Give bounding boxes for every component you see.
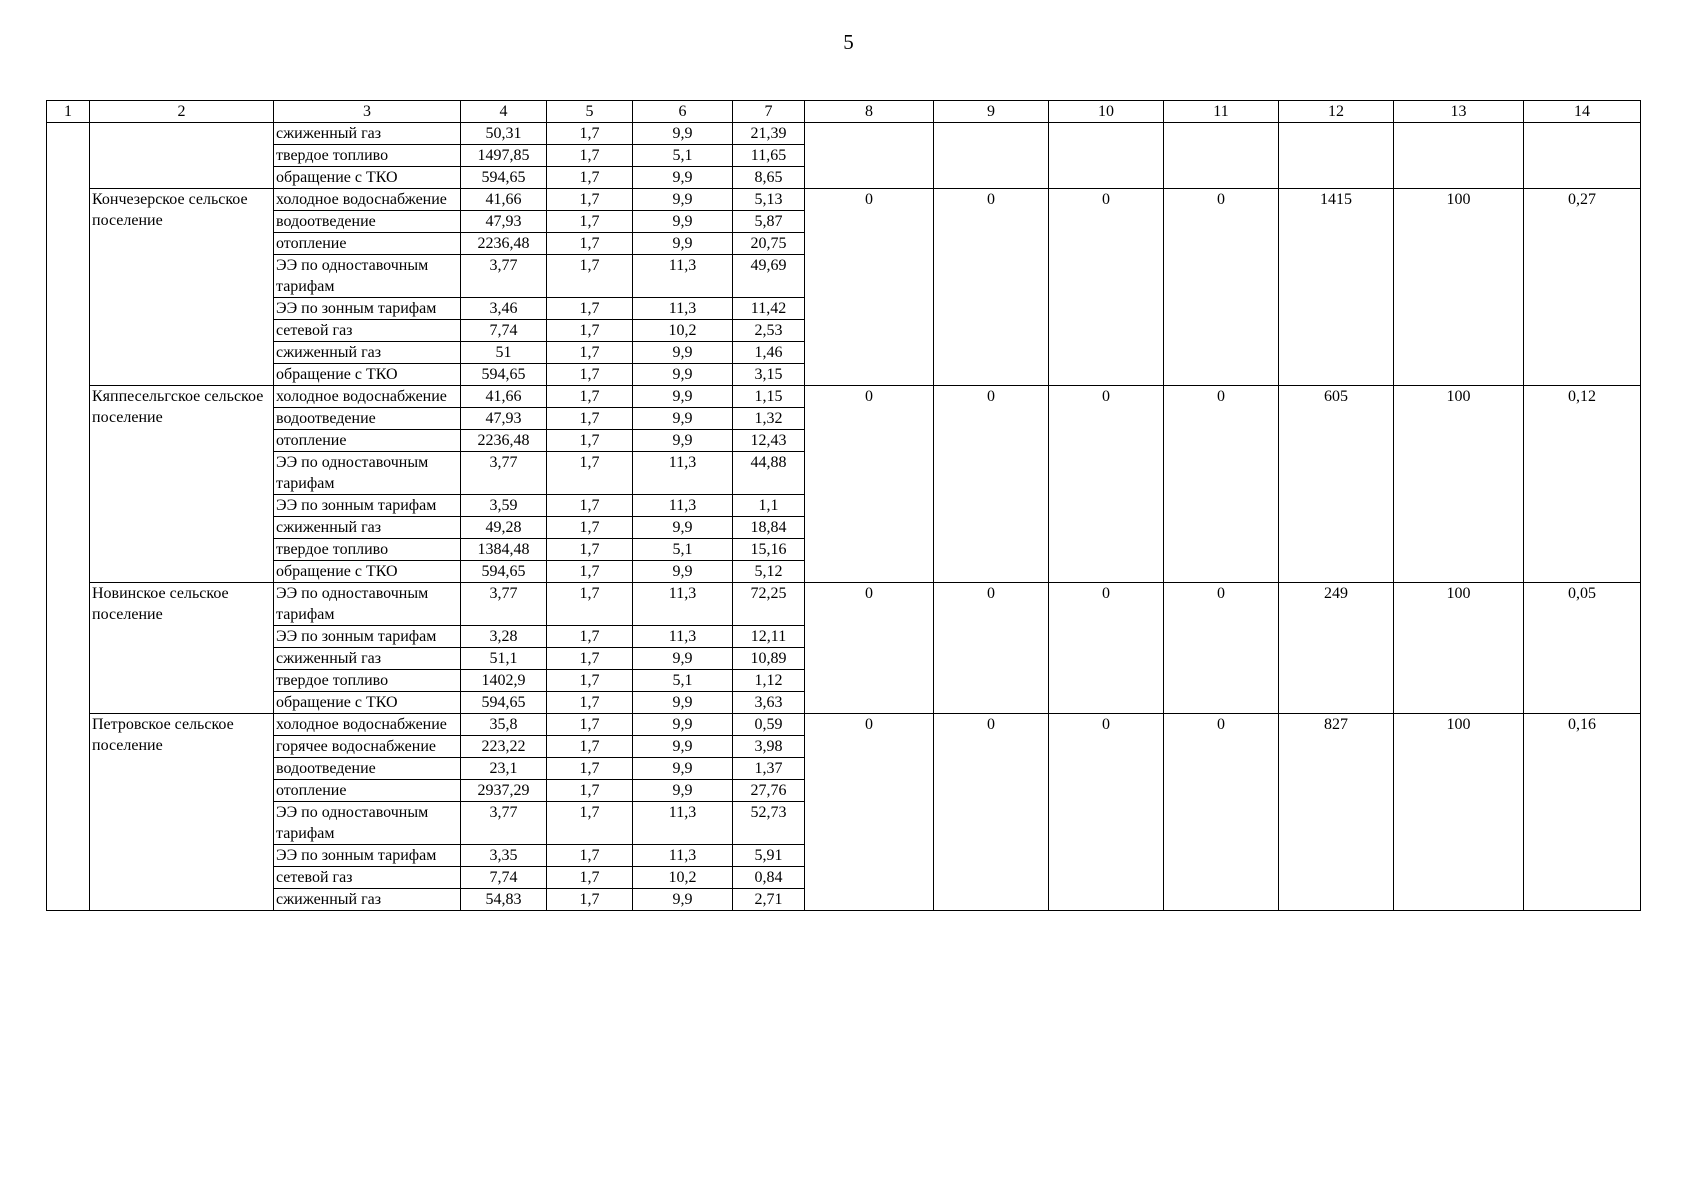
summary-col-10 [1049,123,1164,189]
value-col-4: 3,46 [461,298,547,320]
value-col-5: 1,7 [547,167,633,189]
summary-col-13 [1394,123,1524,189]
service-name: сжиженный газ [274,889,461,911]
value-col-7: 11,42 [733,298,805,320]
value-col-7: 5,12 [733,561,805,583]
value-col-5: 1,7 [547,123,633,145]
column-number-8: 8 [805,101,934,123]
summary-col-14: 0,12 [1524,386,1641,583]
value-col-4: 47,93 [461,408,547,430]
service-name: сжиженный газ [274,123,461,145]
summary-col-8: 0 [805,386,934,583]
value-col-4: 1384,48 [461,539,547,561]
value-col-7: 3,15 [733,364,805,386]
value-col-5: 1,7 [547,495,633,517]
value-col-4: 223,22 [461,736,547,758]
value-col-6: 9,9 [633,233,733,255]
value-col-4: 594,65 [461,692,547,714]
value-col-6: 9,9 [633,758,733,780]
service-name: сжиженный газ [274,517,461,539]
value-col-7: 2,71 [733,889,805,911]
value-col-5: 1,7 [547,692,633,714]
value-col-7: 12,43 [733,430,805,452]
value-col-4: 50,31 [461,123,547,145]
summary-col-11 [1164,123,1279,189]
value-col-7: 12,11 [733,626,805,648]
value-col-5: 1,7 [547,889,633,911]
value-col-4: 41,66 [461,386,547,408]
value-col-6: 5,1 [633,539,733,561]
value-col-6: 11,3 [633,452,733,495]
summary-col-12: 249 [1279,583,1394,714]
service-name: твердое топливо [274,670,461,692]
value-col-4: 51 [461,342,547,364]
summary-col-10: 0 [1049,714,1164,911]
value-col-4: 3,28 [461,626,547,648]
value-col-7: 1,46 [733,342,805,364]
value-col-4: 7,74 [461,320,547,342]
value-col-5: 1,7 [547,758,633,780]
value-col-4: 49,28 [461,517,547,539]
value-col-5: 1,7 [547,233,633,255]
value-col-7: 44,88 [733,452,805,495]
value-col-4: 3,77 [461,802,547,845]
value-col-7: 8,65 [733,167,805,189]
value-col-4: 3,59 [461,495,547,517]
column-number-11: 11 [1164,101,1279,123]
value-col-4: 2236,48 [461,233,547,255]
value-col-4: 594,65 [461,167,547,189]
service-name: твердое топливо [274,145,461,167]
value-col-7: 5,91 [733,845,805,867]
summary-col-13: 100 [1394,189,1524,386]
value-col-6: 9,9 [633,189,733,211]
value-col-6: 9,9 [633,692,733,714]
summary-col-9: 0 [934,189,1049,386]
value-col-6: 5,1 [633,670,733,692]
value-col-7: 20,75 [733,233,805,255]
value-col-6: 11,3 [633,802,733,845]
service-name: отопление [274,780,461,802]
value-col-7: 11,65 [733,145,805,167]
service-name: обращение с ТКО [274,167,461,189]
value-col-7: 5,13 [733,189,805,211]
column-number-5: 5 [547,101,633,123]
summary-col-12 [1279,123,1394,189]
summary-col-8 [805,123,934,189]
value-col-5: 1,7 [547,780,633,802]
value-col-6: 11,3 [633,298,733,320]
summary-col-14: 0,05 [1524,583,1641,714]
column-number-6: 6 [633,101,733,123]
column-number-row [47,101,1641,123]
service-name: холодное водоснабжение [274,714,461,736]
value-col-7: 1,15 [733,386,805,408]
value-col-5: 1,7 [547,714,633,736]
value-col-6: 9,9 [633,780,733,802]
value-col-6: 11,3 [633,626,733,648]
summary-col-14 [1524,123,1641,189]
service-name: сжиженный газ [274,648,461,670]
service-name: обращение с ТКО [274,561,461,583]
value-col-4: 35,8 [461,714,547,736]
value-col-5: 1,7 [547,561,633,583]
service-name: ЭЭ по одноставочным тарифам [274,802,461,845]
summary-col-13: 100 [1394,714,1524,911]
value-col-6: 9,9 [633,430,733,452]
value-col-7: 10,89 [733,648,805,670]
table-row [47,583,1641,626]
value-col-6: 9,9 [633,364,733,386]
column-number-1: 1 [47,101,90,123]
value-col-7: 52,73 [733,802,805,845]
value-col-7: 72,25 [733,583,805,626]
summary-col-9 [934,123,1049,189]
table-row [47,386,1641,408]
value-col-7: 21,39 [733,123,805,145]
value-col-6: 9,9 [633,211,733,233]
column-number-7: 7 [733,101,805,123]
value-col-7: 0,59 [733,714,805,736]
value-col-5: 1,7 [547,386,633,408]
summary-col-12: 827 [1279,714,1394,911]
value-col-4: 47,93 [461,211,547,233]
settlement-name: Кяппесельгское сельское поселение [90,386,274,583]
service-name: горячее водоснабжение [274,736,461,758]
value-col-5: 1,7 [547,320,633,342]
value-col-6: 9,9 [633,167,733,189]
value-col-7: 15,16 [733,539,805,561]
value-col-5: 1,7 [547,845,633,867]
service-name: ЭЭ по одноставочным тарифам [274,583,461,626]
value-col-7: 1,32 [733,408,805,430]
value-col-7: 1,37 [733,758,805,780]
value-col-5: 1,7 [547,583,633,626]
service-name: сетевой газ [274,320,461,342]
value-col-4: 1497,85 [461,145,547,167]
value-col-6: 9,9 [633,714,733,736]
value-col-4: 594,65 [461,561,547,583]
value-col-5: 1,7 [547,408,633,430]
summary-col-10: 0 [1049,189,1164,386]
summary-col-13: 100 [1394,583,1524,714]
value-col-4: 54,83 [461,889,547,911]
value-col-4: 2937,29 [461,780,547,802]
value-col-6: 11,3 [633,495,733,517]
service-name: отопление [274,233,461,255]
column-number-2: 2 [90,101,274,123]
value-col-5: 1,7 [547,211,633,233]
summary-col-10: 0 [1049,583,1164,714]
value-col-5: 1,7 [547,145,633,167]
value-col-5: 1,7 [547,517,633,539]
summary-col-10: 0 [1049,386,1164,583]
summary-col-11: 0 [1164,714,1279,911]
service-name: ЭЭ по зонным тарифам [274,626,461,648]
value-col-7: 5,87 [733,211,805,233]
settlement-name: Петровское сельское поселение [90,714,274,911]
value-col-4: 2236,48 [461,430,547,452]
value-col-7: 1,1 [733,495,805,517]
value-col-4: 3,35 [461,845,547,867]
value-col-4: 7,74 [461,867,547,889]
table-row [47,123,1641,145]
value-col-6: 10,2 [633,320,733,342]
value-col-5: 1,7 [547,255,633,298]
value-col-7: 1,12 [733,670,805,692]
column-number-10: 10 [1049,101,1164,123]
value-col-4: 1402,9 [461,670,547,692]
value-col-5: 1,7 [547,430,633,452]
summary-col-9: 0 [934,714,1049,911]
service-name: водоотведение [274,758,461,780]
summary-col-9: 0 [934,386,1049,583]
summary-col-11: 0 [1164,583,1279,714]
service-name: обращение с ТКО [274,364,461,386]
value-col-5: 1,7 [547,648,633,670]
column-number-3: 3 [274,101,461,123]
value-col-4: 41,66 [461,189,547,211]
value-col-6: 9,9 [633,342,733,364]
column-number-13: 13 [1394,101,1524,123]
summary-col-12: 1415 [1279,189,1394,386]
service-name: ЭЭ по одноставочным тарифам [274,255,461,298]
table-body [47,101,1641,911]
summary-col-11: 0 [1164,386,1279,583]
value-col-5: 1,7 [547,452,633,495]
service-name: отопление [274,430,461,452]
service-name: твердое топливо [274,539,461,561]
value-col-6: 11,3 [633,583,733,626]
service-name: холодное водоснабжение [274,386,461,408]
column-number-14: 14 [1524,101,1641,123]
service-name: сетевой газ [274,867,461,889]
service-name: ЭЭ по зонным тарифам [274,495,461,517]
value-col-4: 3,77 [461,255,547,298]
value-col-7: 2,53 [733,320,805,342]
value-col-7: 27,76 [733,780,805,802]
value-col-6: 9,9 [633,123,733,145]
value-col-4: 51,1 [461,648,547,670]
service-name: ЭЭ по зонным тарифам [274,298,461,320]
column-number-4: 4 [461,101,547,123]
value-col-4: 23,1 [461,758,547,780]
settlement-name: Новинское сельское поселение [90,583,274,714]
summary-col-13: 100 [1394,386,1524,583]
service-name: водоотведение [274,211,461,233]
value-col-4: 3,77 [461,452,547,495]
value-col-7: 0,84 [733,867,805,889]
value-col-5: 1,7 [547,802,633,845]
value-col-5: 1,7 [547,626,633,648]
summary-col-8: 0 [805,189,934,386]
value-col-6: 11,3 [633,845,733,867]
table-row [47,714,1641,736]
value-col-7: 3,98 [733,736,805,758]
value-col-5: 1,7 [547,736,633,758]
value-col-6: 11,3 [633,255,733,298]
service-name: ЭЭ по зонным тарифам [274,845,461,867]
service-name: холодное водоснабжение [274,189,461,211]
summary-col-8: 0 [805,583,934,714]
value-col-7: 3,63 [733,692,805,714]
value-col-6: 9,9 [633,648,733,670]
service-name: обращение с ТКО [274,692,461,714]
value-col-5: 1,7 [547,867,633,889]
settlement-name: Кончезерское сельское поселение [90,189,274,386]
value-col-5: 1,7 [547,539,633,561]
value-col-5: 1,7 [547,298,633,320]
value-col-6: 9,9 [633,386,733,408]
summary-col-8: 0 [805,714,934,911]
page-number: 5 [843,30,854,54]
tariff-table [46,100,1641,911]
value-col-5: 1,7 [547,342,633,364]
value-col-4: 3,77 [461,583,547,626]
value-col-7: 18,84 [733,517,805,539]
value-col-6: 9,9 [633,561,733,583]
value-col-6: 9,9 [633,408,733,430]
value-col-5: 1,7 [547,670,633,692]
value-col-5: 1,7 [547,364,633,386]
row-number-cell [47,123,90,911]
summary-col-14: 0,27 [1524,189,1641,386]
value-col-6: 10,2 [633,867,733,889]
value-col-6: 9,9 [633,889,733,911]
column-number-9: 9 [934,101,1049,123]
summary-col-12: 605 [1279,386,1394,583]
value-col-6: 9,9 [633,736,733,758]
service-name: сжиженный газ [274,342,461,364]
value-col-5: 1,7 [547,189,633,211]
value-col-6: 5,1 [633,145,733,167]
settlement-name [90,123,274,189]
summary-col-14: 0,16 [1524,714,1641,911]
table-row [47,189,1641,211]
value-col-7: 49,69 [733,255,805,298]
summary-col-9: 0 [934,583,1049,714]
value-col-4: 594,65 [461,364,547,386]
summary-col-11: 0 [1164,189,1279,386]
column-number-12: 12 [1279,101,1394,123]
value-col-6: 9,9 [633,517,733,539]
service-name: ЭЭ по одноставочным тарифам [274,452,461,495]
service-name: водоотведение [274,408,461,430]
